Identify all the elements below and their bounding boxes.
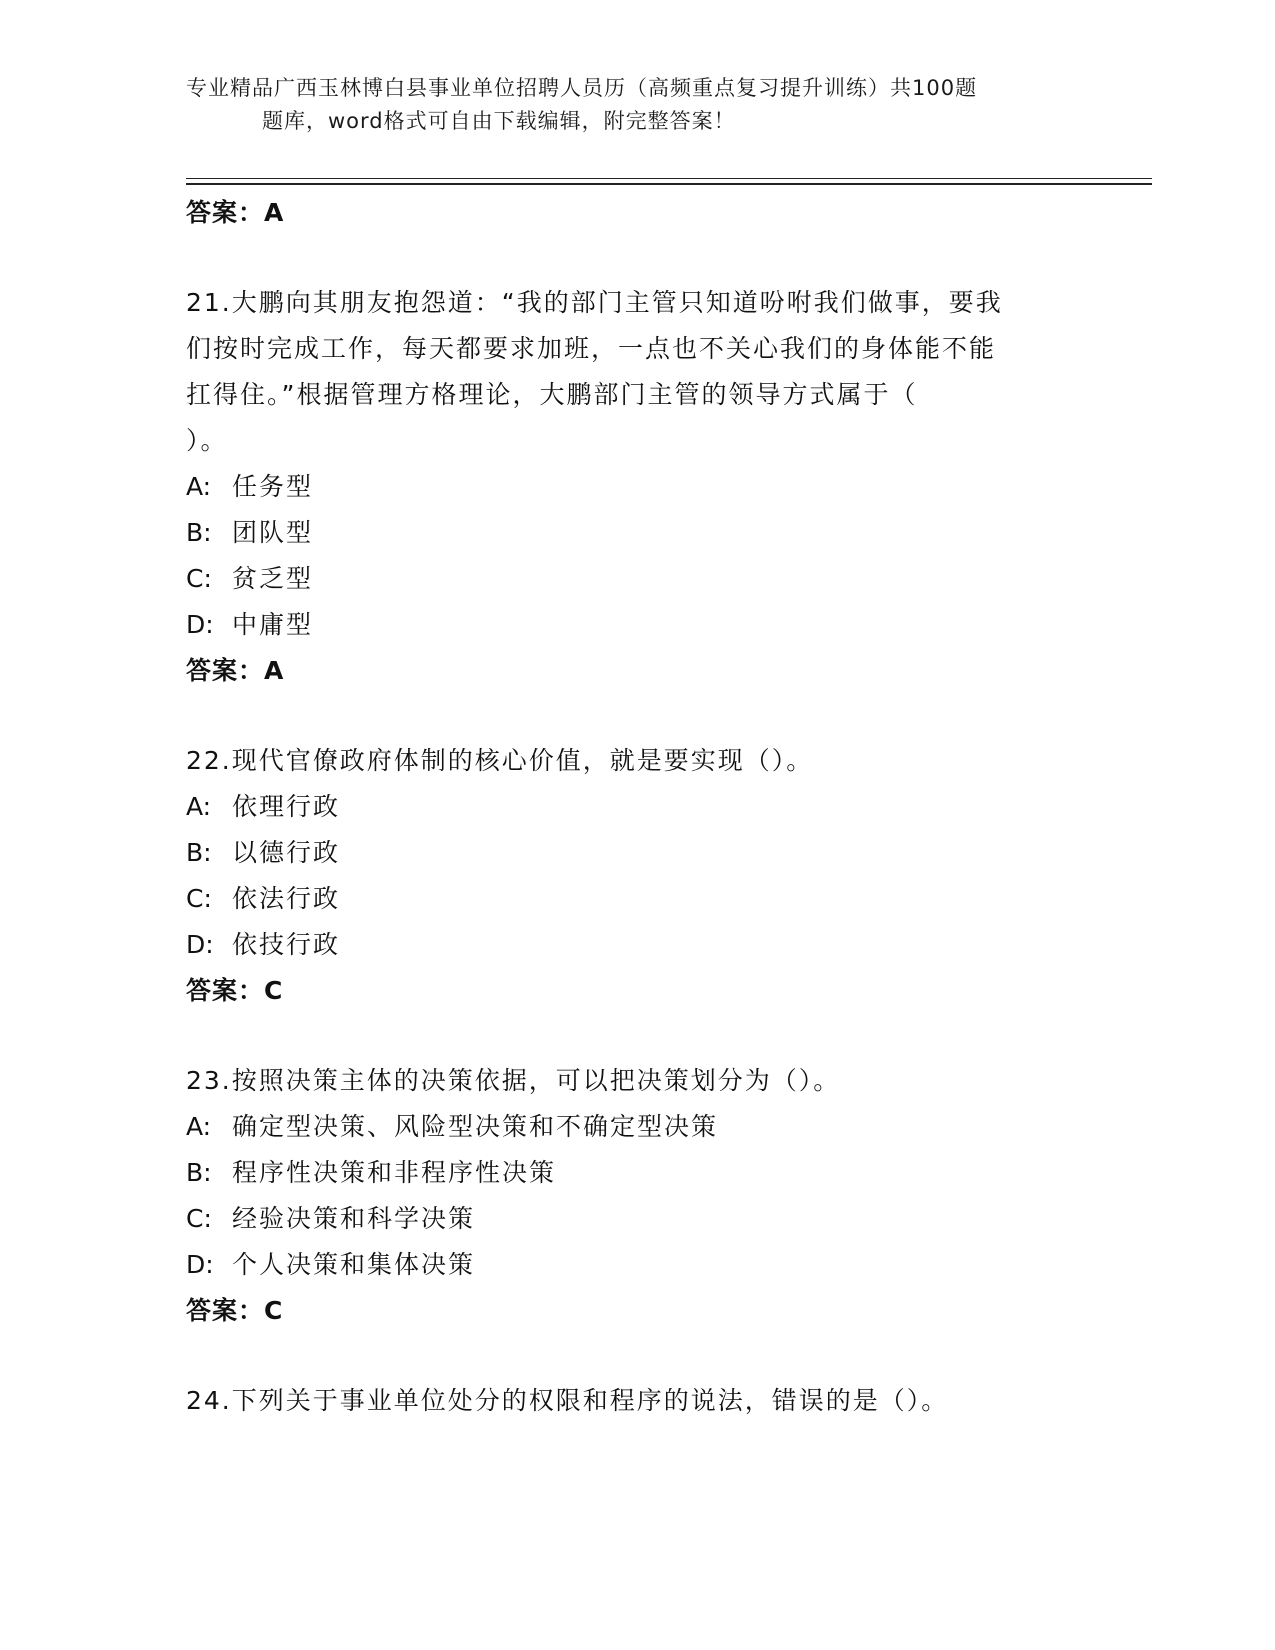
answer-line: 答案：C <box>186 976 284 1005</box>
option-d <box>186 922 1146 968</box>
question-23 <box>186 1058 1146 1334</box>
option-key: D: <box>186 610 214 639</box>
header-title-line-2: 题库，word格式可自由下载编辑，附完整答案！ <box>262 109 736 133</box>
option-key: D: <box>186 1250 214 1279</box>
option-key: D: <box>186 930 214 959</box>
question-stem-line: ）。 <box>186 426 228 455</box>
question-stem-line: 21.大鹏向其朋友抱怨道：“我的部门主管只知道吩咐我们做事，要我 <box>186 288 1003 317</box>
option-a <box>186 784 1146 830</box>
option-key: B: <box>186 838 212 867</box>
previous-answer: 答案：A <box>186 198 285 227</box>
option-text: 以德行政 <box>232 838 341 867</box>
option-text: 个人决策和集体决策 <box>232 1250 476 1279</box>
option-key: A: <box>186 792 212 821</box>
question-22 <box>186 738 1146 1014</box>
option-key: C: <box>186 564 212 593</box>
answer-line: 答案：A <box>186 656 285 685</box>
spacer <box>186 694 1146 738</box>
option-d <box>186 602 1146 648</box>
spacer <box>186 1014 1146 1058</box>
document-header <box>186 72 1086 138</box>
option-c <box>186 556 1146 602</box>
option-d <box>186 1242 1146 1288</box>
option-text: 经验决策和科学决策 <box>232 1204 476 1233</box>
option-key: A: <box>186 472 212 501</box>
option-text: 中庸型 <box>232 610 314 639</box>
option-c <box>186 1196 1146 1242</box>
question-stem-line: 24.下列关于事业单位处分的权限和程序的说法，错误的是（）。 <box>186 1386 949 1415</box>
spacer <box>186 1334 1146 1378</box>
option-b <box>186 830 1146 876</box>
question-stem-line: 22.现代官僚政府体制的核心价值，就是要实现（）。 <box>186 746 814 775</box>
option-text: 贫乏型 <box>232 564 314 593</box>
question-list <box>186 190 1146 1424</box>
header-divider-thick <box>186 183 1152 185</box>
option-text: 程序性决策和非程序性决策 <box>232 1158 557 1187</box>
header-divider-thin <box>186 178 1152 179</box>
option-key: C: <box>186 884 212 913</box>
option-text: 依法行政 <box>232 884 341 913</box>
option-text: 依技行政 <box>232 930 341 959</box>
header-title-line-1: 专业精品广西玉林博白县事业单位招聘人员历（高频重点复习提升训练）共100题 <box>186 76 978 100</box>
option-c <box>186 876 1146 922</box>
question-stem-line: 23.按照决策主体的决策依据，可以把决策划分为（）。 <box>186 1066 841 1095</box>
option-text: 团队型 <box>232 518 314 547</box>
option-key: C: <box>186 1204 212 1233</box>
answer-line: 答案：C <box>186 1296 284 1325</box>
option-text: 依理行政 <box>232 792 341 821</box>
option-b <box>186 1150 1146 1196</box>
question-stem-line: 扛得住。”根据管理方格理论，大鹏部门主管的领导方式属于（ <box>186 380 918 409</box>
question-stem-line: 们按时完成工作，每天都要求加班，一点也不关心我们的身体能不能 <box>186 334 997 363</box>
option-key: B: <box>186 1158 212 1187</box>
option-key: A: <box>186 1112 212 1141</box>
option-key: B: <box>186 518 212 547</box>
spacer <box>186 236 1146 280</box>
option-a <box>186 464 1146 510</box>
option-text: 任务型 <box>232 472 314 501</box>
option-b <box>186 510 1146 556</box>
question-24 <box>186 1378 1146 1424</box>
question-21 <box>186 280 1146 694</box>
option-text: 确定型决策、风险型决策和不确定型决策 <box>232 1112 719 1141</box>
option-a <box>186 1104 1146 1150</box>
